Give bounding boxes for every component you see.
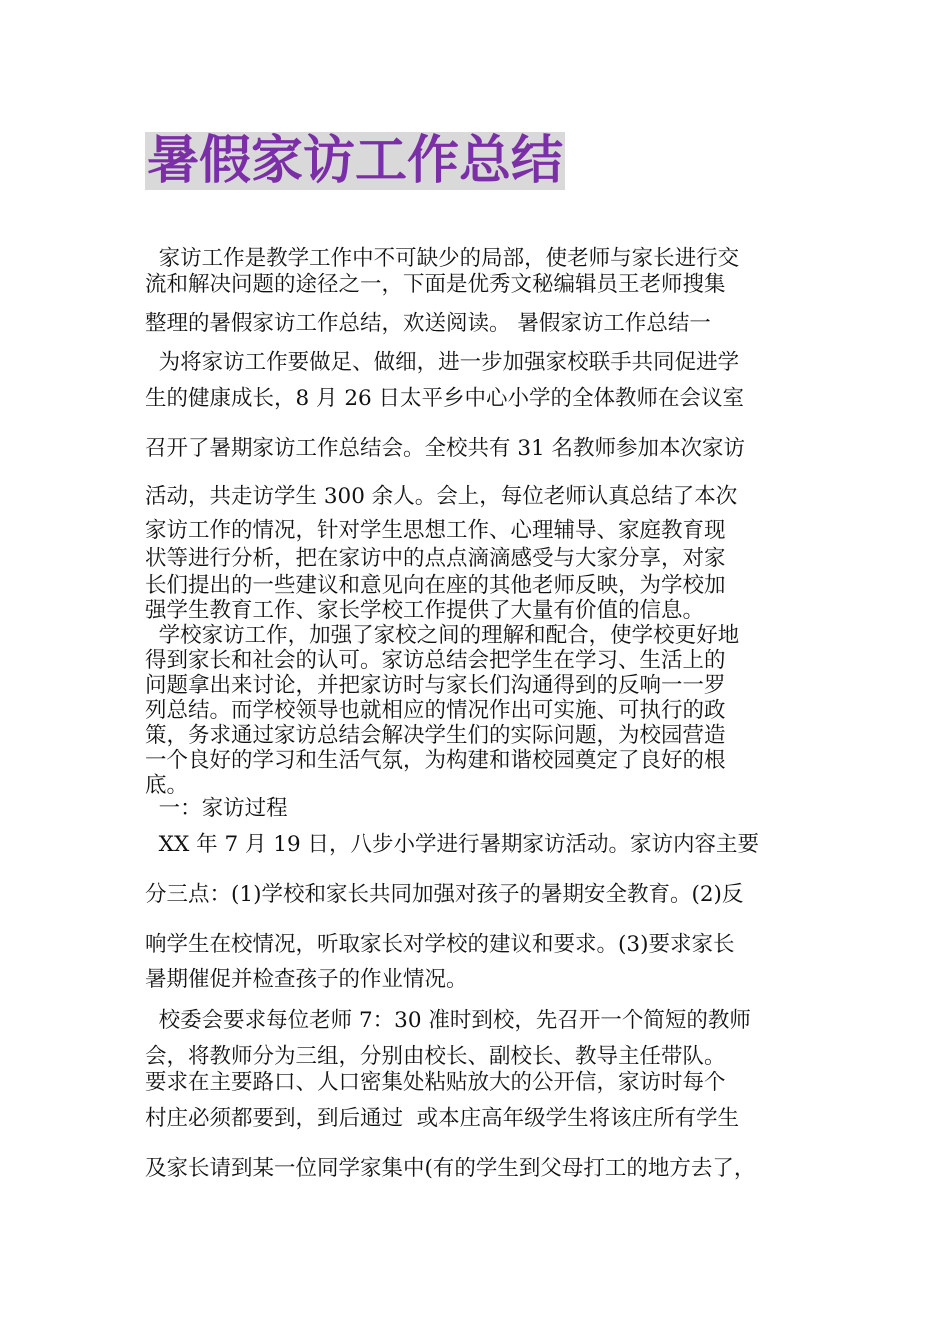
text-line: 学校家访工作，加强了家校之间的理解和配合，使学校更好地 bbox=[145, 623, 740, 648]
text-line: 为将家访工作要做足、做细，进一步加强家校联手共同促进学 bbox=[145, 350, 740, 375]
text-line: 列总结。而学校领导也就相应的情况作出可实施、可执行的政 bbox=[145, 698, 726, 723]
text-line: 状等进行分析，把在家访中的点点滴滴感受与大家分享，对家 bbox=[145, 546, 726, 571]
text-line: 校委会要求每位老师 7：30 准时到校，先召开一个简短的教师 bbox=[145, 1008, 751, 1033]
text-line: 暑期催促并检查孩子的作业情况。 bbox=[145, 967, 468, 992]
text-line: 整理的暑假家访工作总结，欢送阅读。 暑假家访工作总结一 bbox=[145, 311, 711, 336]
text-line: 流和解决问题的途径之一，下面是优秀文秘编辑员王老师搜集 bbox=[145, 272, 726, 297]
text-line: 家访工作的情况，针对学生思想工作、心理辅导、家庭教育现 bbox=[145, 518, 726, 543]
text-line: 强学生教育工作、家长学校工作提供了大量有价值的信息。 bbox=[145, 598, 705, 623]
text-line: 策，务求通过家访总结会解决学生们的实际问题，为校园营造 bbox=[145, 723, 726, 748]
text-line: 会，将教师分为三组，分别由校长、副校长、教导主任带队。 bbox=[145, 1044, 726, 1069]
text-line: 及家长请到某一位同学家集中(有的学生到父母打工的地方去了， bbox=[145, 1156, 756, 1181]
text-line: 村庄必须都要到，到后通过 或本庄高年级学生将该庄所有学生 bbox=[145, 1106, 740, 1131]
text-line: 家访工作是教学工作中不可缺少的局部，使老师与家长进行交 bbox=[145, 246, 740, 271]
text-line: 长们提出的一些建议和意见向在座的其他老师反映，为学校加 bbox=[145, 573, 726, 598]
text-line: 响学生在校情况，听取家长对学校的建议和要求。(3)要求家长 bbox=[145, 932, 735, 957]
text-line: 要求在主要路口、人口密集处粘贴放大的公开信，家访时每个 bbox=[145, 1070, 726, 1095]
document-title: 暑假家访工作总结 bbox=[147, 131, 564, 191]
text-line: 活动，共走访学生 300 余人。会上，每位老师认真总结了本次 bbox=[145, 484, 738, 509]
text-line: 问题拿出来讨论，并把家访时与家长们沟通得到的反响一一罗 bbox=[145, 673, 726, 698]
text-line: 生的健康成长，8 月 26 日太平乡中心小学的全体教师在会议室 bbox=[145, 386, 745, 411]
text-line: 一个良好的学习和生活气氛，为构建和谐校园奠定了良好的根 bbox=[145, 748, 726, 773]
text-line: XX 年 7 月 19 日，八步小学进行暑期家访活动。家访内容主要 bbox=[145, 832, 759, 857]
text-line: 分三点：(1)学校和家长共同加强对孩子的暑期安全教育。(2)反 bbox=[145, 882, 744, 907]
text-line: 得到家长和社会的认可。家访总结会把学生在学习、生活上的 bbox=[145, 648, 726, 673]
section-heading: 一：家访过程 bbox=[145, 796, 288, 821]
text-line: 底。 bbox=[145, 773, 189, 798]
text-line: 召开了暑期家访工作总结会。全校共有 31 名教师参加本次家访 bbox=[145, 436, 746, 461]
